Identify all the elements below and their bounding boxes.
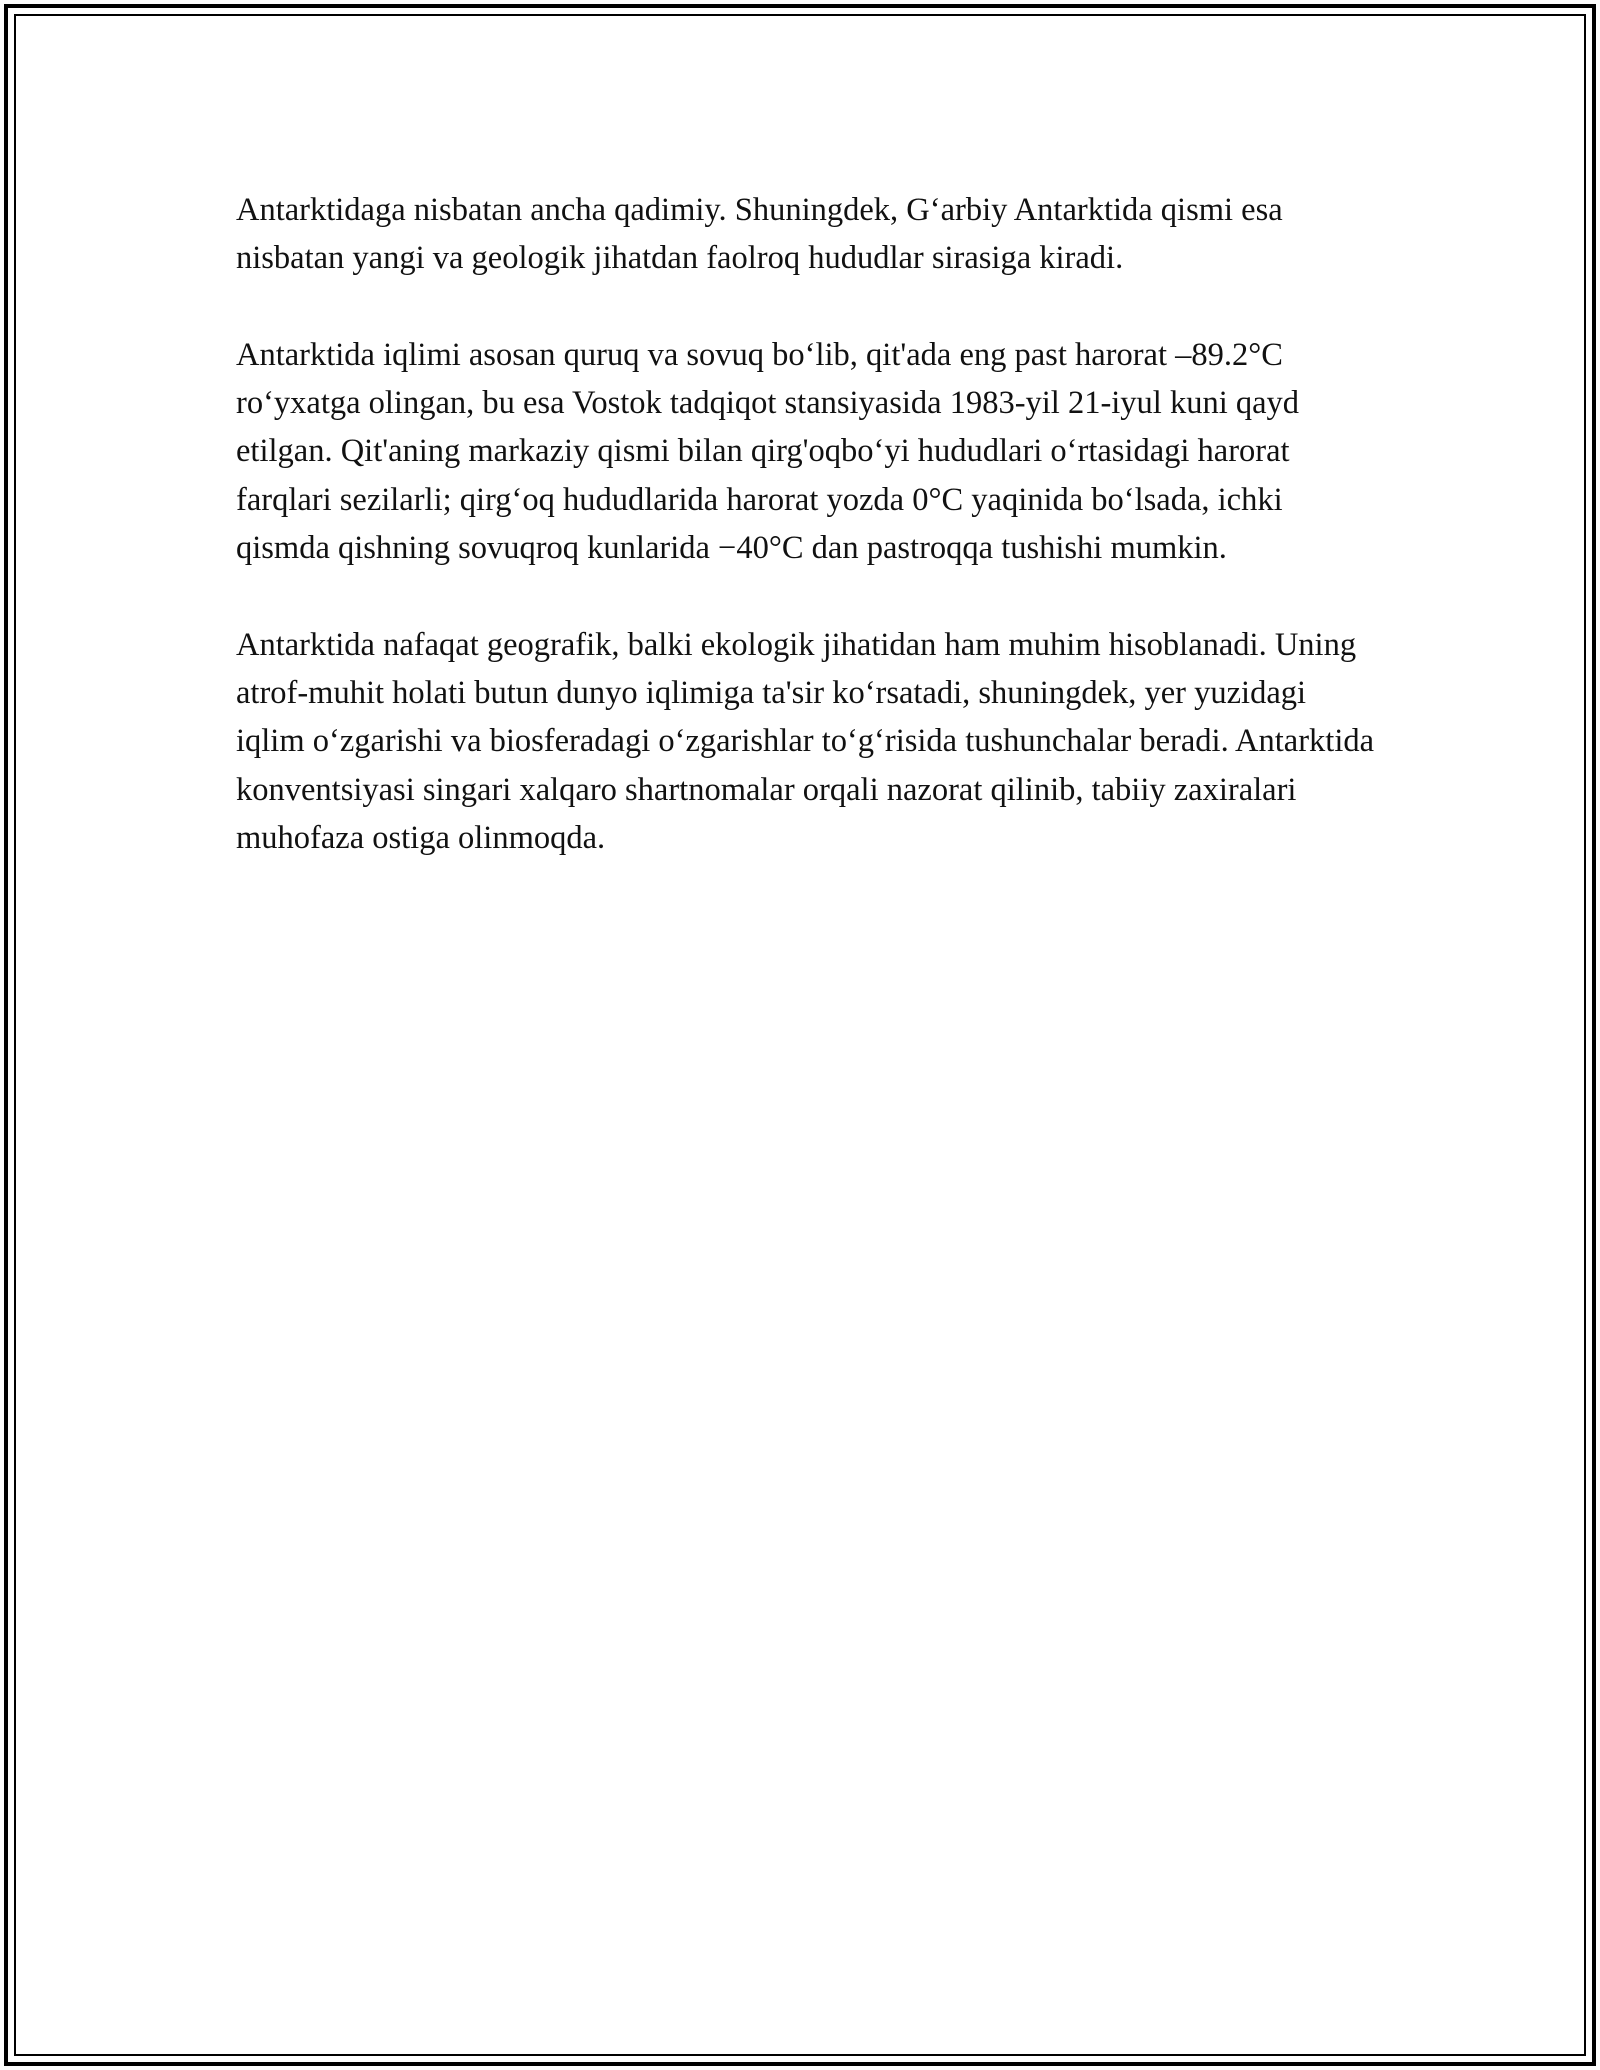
paragraph-geology: Antarktidaga nisbatan ancha qadimiy. Shuningdek, Gʻarbiy Antarktida qismi esa nisbatan yangi va geologik jihatdan faolroq hududlar sirasiga kiradi. — [236, 192, 1283, 277]
paragraph-ecology: Antarktida nafaqat geografik, balki ekologik jihatidan ham muhim hisoblanadi. Uning atrof-muhit holati butun dunyo iqlimiga ta'sir koʻrsatadi, shuningdek, yer yuzidagi iqlim oʻzgarishi va biosferadagi oʻzgarishlar toʻgʻrisida tushunchalar beradi. Antarktida konventsiyasi singari xalqaro shartnomalar orqali nazorat qilinib, tabiiy zaxiralari muhofaza ostiga olinmoqda. — [236, 626, 1375, 856]
document-body — [236, 186, 1376, 910]
paragraph-climate: Antarktida iqlimi asosan quruq va sovuq boʻlib, qit'ada eng past harorat –89.2°C roʻyxatga olingan, bu esa Vostok tadqiqot stansiyasida 1983-yil 21-iyul kuni qayd etilgan. Qit'aning markaziy qismi bilan qirg'oqboʻyi hududlari oʻrtasidagi harorat farqlari sezilarli; qirgʻoq hududlarida harorat yozda 0°C yaqinida boʻlsada, ichki qismda qishning sovuqroq kunlarida −40°C dan pastroqqa tushishi mumkin. — [236, 336, 1300, 567]
